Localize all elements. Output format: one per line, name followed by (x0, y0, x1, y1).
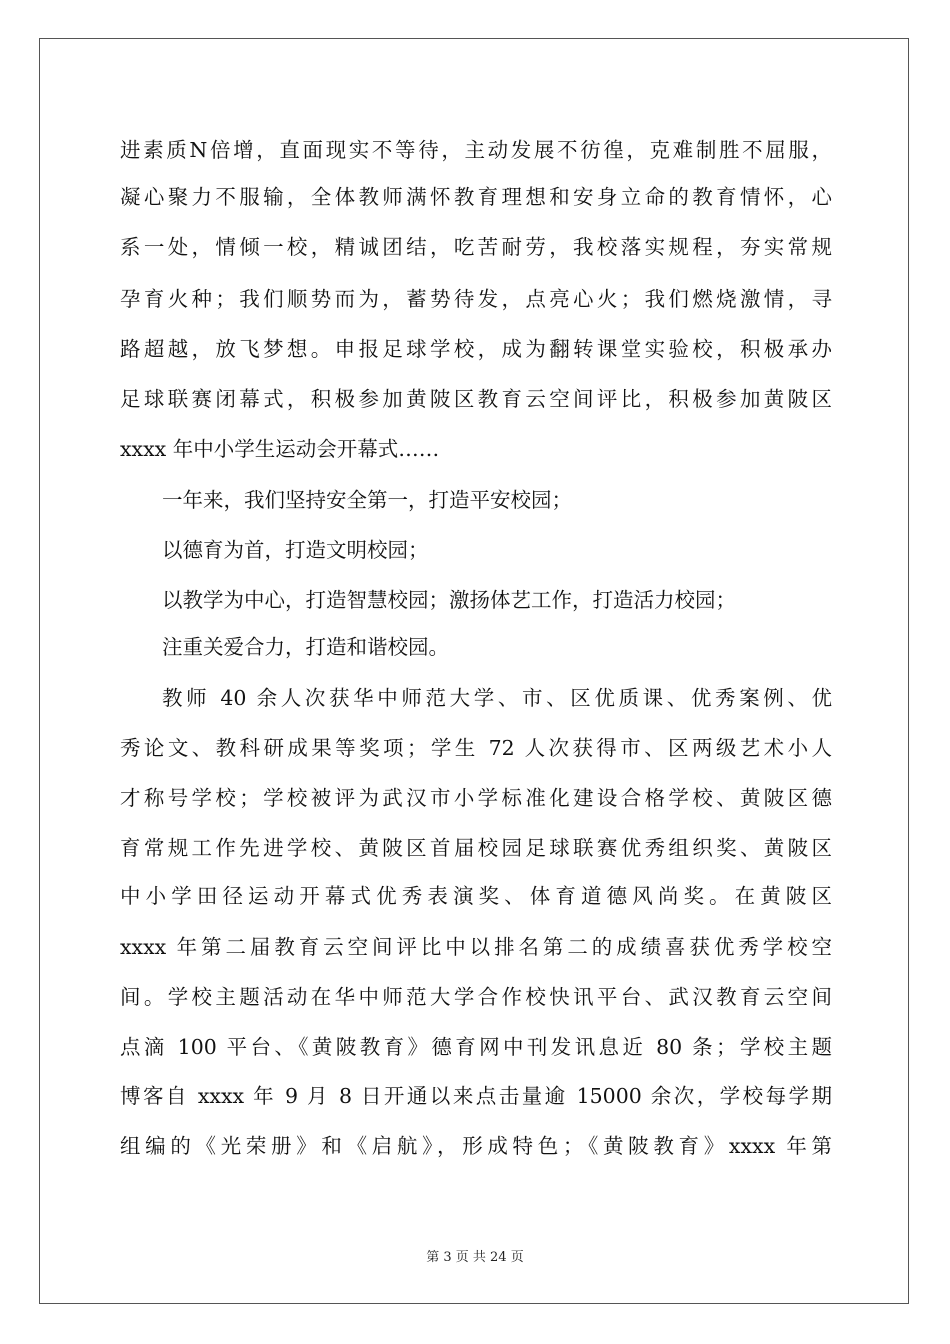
body-text-line: 凝心聚力不服输，全体教师满怀教育理想和安身立命的教育情怀，心 (120, 185, 832, 209)
body-text-line: 路超越，放飞梦想。申报足球学校，成为翻转课堂实验校，积极承办 (120, 337, 832, 361)
body-text-line: 组编的《光荣册》和《启航》，形成特色；《黄陂教育》xxxx 年第 (120, 1134, 832, 1158)
body-text-line: 秀论文、教科研成果等奖项；学生 72 人次获得市、区两级艺术小人 (120, 736, 832, 760)
body-text-line: 才称号学校；学校被评为武汉市小学标准化建设合格学校、黄陂区德 (120, 786, 832, 810)
body-text-line: 注重关爱合力，打造和谐校园。 (162, 635, 449, 659)
body-text-line: 孕育火种；我们顺势而为，蓄势待发，点亮心火；我们燃烧激情，寻 (120, 287, 832, 311)
body-text-line: 点滴 100 平台、《黄陂教育》德育网中刊发讯息近 80 条；学校主题 (120, 1035, 832, 1059)
body-text-line: 博客自 xxxx 年 9 月 8 日开通以来点击量逾 15000 余次，学校每学期 (120, 1084, 832, 1108)
body-text-line: 育常规工作先进学校、黄陂区首届校园足球联赛优秀组织奖、黄陂区 (120, 836, 832, 860)
body-text-line: 以德育为首，打造文明校园； (162, 538, 429, 562)
body-text-line: xxxx 年中小学生运动会开幕式…… (120, 437, 440, 461)
page-footer: 第 3 页 共 24 页 (426, 1250, 524, 1265)
body-text-line: 以教学为中心，打造智慧校园；激扬体艺工作，打造活力校园； (162, 588, 736, 612)
body-text-line: 足球联赛闭幕式，积极参加黄陂区教育云空间评比，积极参加黄陂区 (120, 387, 832, 411)
body-text-line: 进素质N倍增，直面现实不等待，主动发展不彷徨，克难制胜不屈服， (120, 138, 832, 162)
body-text-line: xxxx 年第二届教育云空间评比中以排名第二的成绩喜获优秀学校空 (120, 935, 832, 959)
body-text-line: 中小学田径运动开幕式优秀表演奖、体育道德风尚奖。在黄陂区 (120, 884, 832, 908)
body-text-line: 间。学校主题活动在华中师范大学合作校快讯平台、武汉教育云空间 (120, 985, 832, 1009)
body-text-line: 系一处，情倾一校，精诚团结，吃苦耐劳，我校落实规程，夯实常规 (120, 235, 832, 259)
page-border (39, 38, 909, 1304)
body-text-line: 一年来，我们坚持安全第一，打造平安校园； (162, 488, 572, 512)
body-text-line: 教师 40 余人次获华中师范大学、市、区优质课、优秀案例、优 (162, 686, 832, 710)
